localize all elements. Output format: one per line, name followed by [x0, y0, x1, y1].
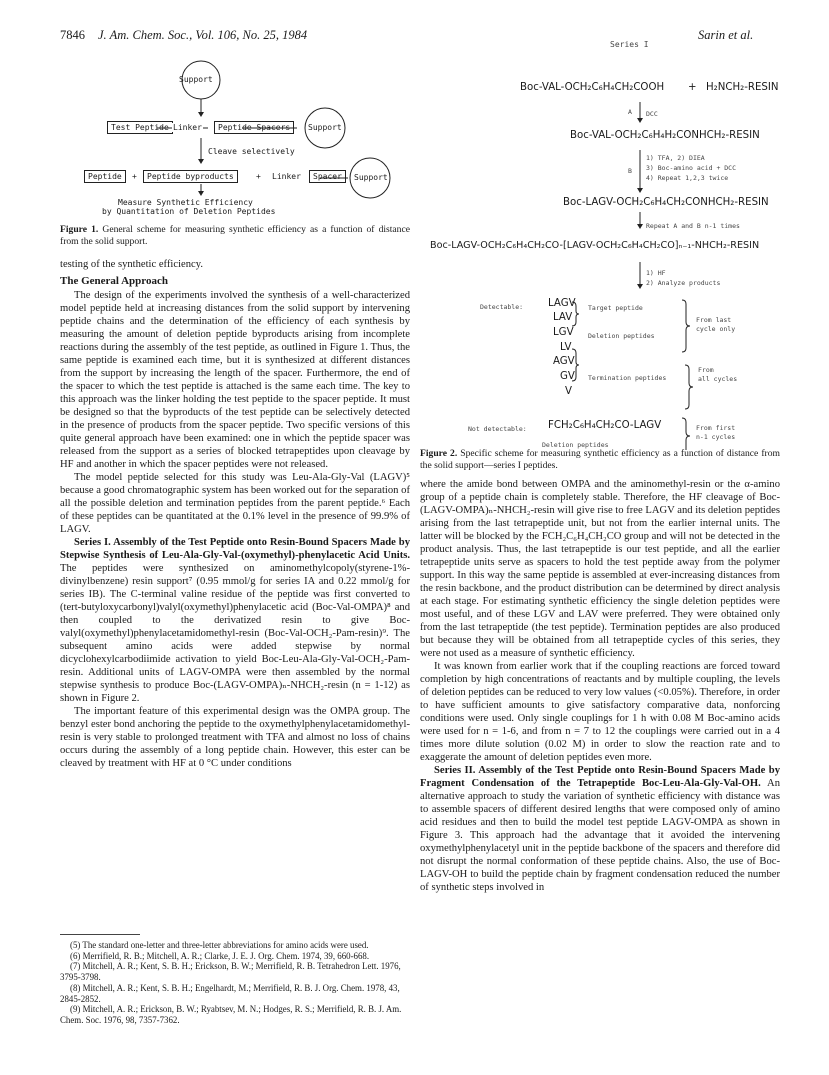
peptide-box: Peptide — [84, 170, 126, 183]
series-i-title: Series I — [610, 40, 649, 49]
footnotes — [60, 940, 410, 1026]
cleave-label: Cleave selectively — [208, 147, 295, 156]
figure-1-caption — [60, 224, 410, 247]
scheme-row-3: Boc-LAGV-OCH₂C₆H₄CH₂CONHCH₂-RESIN — [563, 197, 769, 208]
step-a-label: A — [628, 108, 632, 116]
left-para-1: The design of the experiments involved the synthesis of a well-characterized model peptide held at increasing distances from the solid support by intervening peptide chains and the determination of the efficiency of each synthesis by measuring the amount of deletion peptide byproducts arising from incomplete reactions during the assembly of the test peptide, as outlined in Figure 1. Thus, the same peptide is examined each time, but it is synthesized at different distances from the support by increasing the length of the spacer. Furthermore, the end of the spacer to which the test peptide is attached is the same each time. The key to this approach was the linker holding the test peptide to the spacer peptide. It must be designed so that the byproducts of the test peptide can be selectively detected in the presence of products from the spacer peptide. Two specific versions of this quite general approach have been examined: one in which the peptide spacer was released from the support as a series of blocked tetrapeptides upon cleavage by HF and another in which the spacer peptides were not released. — [60, 290, 410, 470]
from-all-label: From — [698, 366, 714, 374]
support-label-bottom: Support — [354, 173, 388, 182]
spacer-box: Spacer — [309, 170, 346, 183]
footnote-5: (5) The standard one-letter and three-letter abbreviations for amino acids were used. — [70, 940, 369, 950]
measure-line-2: by Quantitation of Deletion Peptides — [102, 207, 276, 216]
peptide-lagv: LAGV — [548, 298, 576, 309]
right-column — [420, 478, 780, 894]
series-1-text: The peptides were synthesized on aminomethylcopoly(styrene-1%-divinylbenzene) resin support⁷ (0.95 mmol/g for series IA and 0.22 mmol/g for series IB). The C-terminal valine residue of the peptide was first converted to (tert-butyloxycarbonyl)valyl(oxymethyl)phenylacetic acid (Boc-Val-OMPA)⁸ and then coupled to the derivatized resin to give Boc-valyl(oxymethyl)phenylacetamidomethyl-resin (Boc-Val-OCH₂-Pam-resin)⁹. The subsequent amino acids were added stepwise by normal dicyclohexylcarbodiimide activation to yield Boc-Leu-Ala-Gly-Val-OCH₂-Pam-resin. Additional units of LAGV-OMPA were then assembled by the normal stepwise synthesis to produce Boc-(LAGV-OMPA)ₙ-NHCH₂-resin (n = 1-12) as shown in Figure 2. — [60, 563, 410, 704]
all-cycles-label: all cycles — [698, 375, 738, 383]
support-label-mid: Support — [308, 123, 342, 132]
deletion-peptides-label: Deletion peptides — [588, 332, 655, 340]
figure-2-caption-text: Specific scheme for measuring synthetic efficiency as a function of distance from the solid support—series I peptides. — [420, 448, 780, 471]
footnote-7: (7) Mitchell, A. R.; Kent, S. B. H.; Erickson, B. W.; Merrifield, R. B. Tetrahedron Lett. 1976, 3795-3798. — [60, 961, 401, 983]
peptide-agv: AGV — [553, 356, 575, 367]
footnote-rule — [60, 934, 140, 935]
measure-line-1: Measure Synthetic Efficiency — [118, 198, 253, 207]
step-b-2: 3) Boc-amino acid + DCC — [646, 164, 737, 172]
test-peptide-box: Test Peptide — [107, 121, 173, 134]
hf-step-2: 2) Analyze products — [646, 279, 721, 287]
figure-2-caption — [420, 448, 780, 471]
running-head: J. Am. Chem. Soc., Vol. 106, No. 25, 1984 — [98, 28, 308, 42]
page-number: 7846 — [60, 28, 85, 42]
from-last-label: From last — [696, 316, 732, 324]
plus-sign-2: + — [256, 172, 261, 181]
step-a-reagent: DCC — [646, 110, 658, 118]
peptide-v: V — [565, 386, 572, 397]
footnote-9: (9) Mitchell, A. R.; Erickson, B. W.; Ryabtsev, M. N.; Hodges, R. S.; Merrifield, R. B. J. Am. Chem. Soc. 1976, 98, 7357-7362. — [60, 1004, 402, 1025]
plus-sign-1: + — [132, 172, 137, 181]
series-2-text: An alternative approach to study the variation of synthetic efficiency with distance was to assemble spacers of different desired lengths that were composed only of amino acid residues and then to build the model test peptide LAGV-OMPA as shown in Figure 3. This approach had the advantage that it avoided the intervening oxymethylphenylacetyl unit in the peptide backbone of the spacers and therefore did not disrupt the normal conformation of these peptide chains. Also, the use of Boc-LAGV-OH to build the peptide chain by fragment condensation reduced the number of synthetic steps involved in — [420, 778, 780, 893]
hf-step-1: 1) HF — [646, 269, 666, 277]
figure-2-caption-label: Figure 2. — [420, 448, 458, 459]
peptide-byproducts-box: Peptide byproducts — [143, 170, 238, 183]
target-peptide-label: Target peptide — [588, 304, 643, 312]
n1-cycles-label: n-1 cycles — [696, 433, 736, 441]
step-b-3: 4) Repeat 1,2,3 twice — [646, 174, 729, 182]
right-para-2: It was known from earlier work that if the coupling reactions are forced toward completion by high concentrations of reactants and by multiple coupling, the levels of deletion peptides can be reduced to very low values (<0.05%). Therefore, in order to have sufficient amounts to give satisfactory comparative data, nonforcing conditions were used. Only single couplings for 1 h with 0.08 M Boc-amino acids were used for n = 1-6, and from n = 7 to 12 the couplings were carried out in a 4 times more dilute solution (0.02 M) in order to slow the reaction rate and to exaggerate the amount of deletion peptides even more. — [420, 661, 780, 763]
peptide-lgv: LGV — [553, 327, 574, 338]
left-para-2: The model peptide selected for this study was Leu-Ala-Gly-Val (LAGV)⁵ because a good chromatographic system has been worked out for the separation of all the possible deletion and termination peptides from the parent peptide.⁶ Each of these peptides can be quantitated at the 0.1% level in the presence of 99.9% of LAGV. — [60, 472, 410, 535]
cycle-only-label: cycle only — [696, 325, 736, 333]
step-b-1: 1) TFA, 2) DIEA — [646, 154, 705, 162]
figure-1-caption-text: General scheme for measuring synthetic efficiency as a function of distance from the solid support. — [60, 224, 410, 247]
peptide-gv: GV — [560, 371, 575, 382]
footnote-6: (6) Merrifield, R. B.; Mitchell, A. R.; Clarke, J. E. J. Org. Chem. 1974, 39, 660-668. — [70, 950, 370, 961]
footnote-8: (8) Mitchell, A. R.; Kent, S. B. H.; Engelhardt, M.; Merrifield, R. B. J. Org. Chem. 1978, 43, 2845-2852. — [60, 982, 400, 1004]
linker-label: Linker — [173, 123, 202, 132]
series-1-heading: Series I. Assembly of the Test Peptide onto Resin-Bound Spacers Made by Stepwise Synthesis of Leu-Ala-Gly-Val-(oxymethyl)-phenylacetic Acid Units. — [60, 537, 410, 561]
running-authors: Sarin et al. — [698, 28, 754, 42]
figure-2 — [420, 40, 780, 450]
scheme-row-1-left: Boc-VAL-OCH₂C₆H₄CH₂COOH — [520, 82, 665, 93]
peptide-lav: LAV — [553, 312, 573, 323]
scheme-row-4: Boc-LAGV-OCH₂C₆H₄CH₂CO-[LAGV-OCH₂C₆H₄CH₂CO]ₙ₋₁-NHCH₂-RESIN — [430, 240, 760, 251]
figure-1-caption-label: Figure 1. — [60, 224, 99, 235]
deletion-peptides-label-2: Deletion peptides — [542, 441, 609, 449]
step-b-label: B — [628, 167, 632, 175]
left-para-3 — [60, 536, 410, 705]
linker-label-2: Linker — [272, 172, 301, 181]
scheme-row-2: Boc-VAL-OCH₂C₆H₄H₂CONHCH₂-RESIN — [570, 130, 760, 141]
fch2-peptide: FCH₂C₆H₄CH₂CO-LAGV — [548, 420, 662, 431]
repeat-note: Repeat A and B n-1 times — [646, 222, 740, 230]
right-para-1: where the amide bond between OMPA and the aminomethyl-resin or the α-amino group of a peptide chain is completely stable. Therefore, the HF cleavage of Boc-(LAGV-OMPA)ₙ-NHCH₂-resin will give rise to free LAGV and its deletion peptides arising from the last tetrapeptide unit, but not from the earlier internal units. The latter will be blocked by the FCH₂C₆H₄CH₂CO group and will not be detected in the product analysis. Thus, the last tetrapeptide is our test peptide, and all the earlier tetrapeptide units serve as spacers to hold the test peptide away from the polymer support. In this way the same peptide is assembled at ever-increasing distances from the resin backbone, and the product distribution can be determined by direct analysis at each stage. For estimating synthetic efficiency the single deletion peptides were most useful, and of these LGV and LAV were preferred. They were obtained only from the last tetrapeptide (the test peptide). Termination peptides are also produced but because they will be obtained from all tetrapeptide cycles of this series, they were not used as a measure of synthetic efficiency. — [420, 479, 780, 659]
right-para-3 — [420, 764, 780, 894]
figure-1 — [80, 60, 410, 220]
peptide-lv: LV — [560, 342, 572, 353]
scheme-row-1-plus: + — [688, 82, 697, 93]
left-column — [60, 258, 410, 770]
peptide-spacers-box: Peptide Spacers — [214, 121, 294, 134]
scheme-row-1-right: H₂NCH₂-RESIN — [706, 82, 779, 93]
detectable-label: Detectable: — [480, 303, 524, 311]
left-para-0: testing of the synthetic efficiency. — [60, 259, 203, 270]
series-2-heading: Series II. Assembly of the Test Peptide onto Resin-Bound Spacers Made by Fragment Condensation of the Tetrapeptide Boc-Leu-Ala-Gly-Val-OH. — [420, 765, 780, 789]
support-label-top: Support — [179, 75, 213, 84]
section-heading-general-approach: The General Approach — [60, 275, 168, 287]
left-para-4: The important feature of this experimental design was the OMPA group. The benzyl ester bond anchoring the peptide to the oxymethylphenylacetamidomethyl-resin is very stable to prolonged treatment with TFA and almost no loss of chains occurs during the assembly of a long peptide chain. However, this ester can be cleaved by treatment with HF at 0 °C under conditions — [60, 706, 410, 769]
from-first-label: From first — [696, 424, 736, 432]
figure-1-lines — [80, 60, 410, 220]
not-detectable-label: Not detectable: — [468, 425, 527, 433]
termination-peptides-label: Termination peptides — [588, 374, 667, 382]
